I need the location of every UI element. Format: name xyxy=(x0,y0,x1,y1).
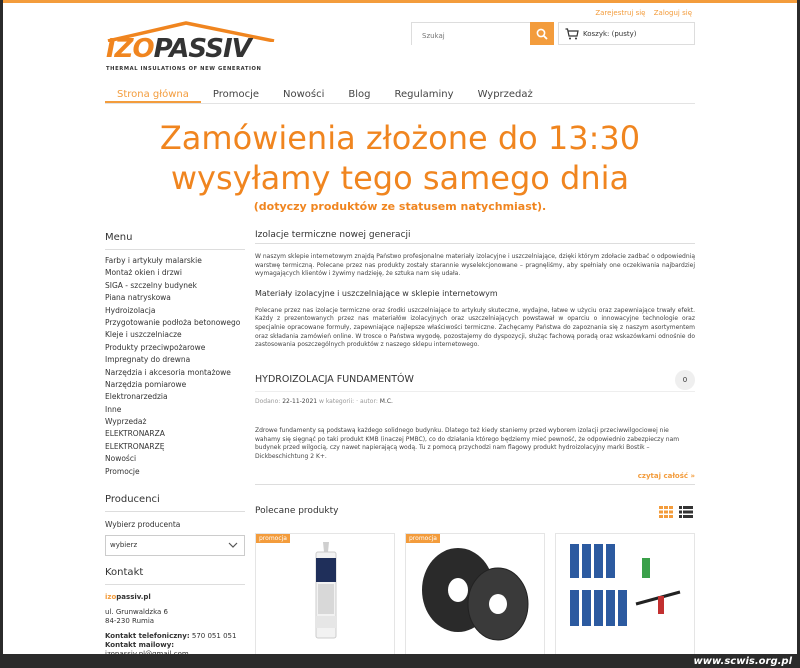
menu-item[interactable]: Wyprzedaż xyxy=(105,417,147,427)
menu-item[interactable]: SIGA - szczelny budynek xyxy=(105,280,197,290)
menu-item[interactable]: Kleje i uszczelniacze xyxy=(105,330,182,340)
producers-heading: Producenci xyxy=(105,494,245,512)
contact-phone: Kontakt telefoniczny: 570 051 051 xyxy=(105,632,237,640)
menu-item[interactable]: Promocje xyxy=(105,466,140,476)
menu-item[interactable]: Produkty przeciwpożarowe xyxy=(105,342,206,352)
sidebar-menu xyxy=(105,232,245,478)
menu-item[interactable]: Piana natryskowa xyxy=(105,293,171,303)
nav-blog[interactable]: Blog xyxy=(348,89,371,100)
menu-item[interactable]: Narzędzia i akcesoria montażowe xyxy=(105,367,231,377)
blog-post xyxy=(255,370,695,480)
producers-section xyxy=(105,494,245,556)
main-content xyxy=(255,230,695,350)
shipping-banner xyxy=(105,118,695,216)
menu-item[interactable]: Narzędzia pomiarowe xyxy=(105,379,187,389)
promo-badge: promocja xyxy=(406,534,440,543)
contact-section xyxy=(105,567,245,659)
menu-item[interactable]: Hydroizolacja xyxy=(105,305,156,315)
chevron-down-icon xyxy=(228,541,238,549)
post-divider xyxy=(255,484,695,485)
menu-item[interactable]: Nowości xyxy=(105,454,137,464)
frame-bottom xyxy=(0,654,800,668)
logo-tagline: THERMAL INSULATIONS OF NEW GENERATION xyxy=(106,66,262,72)
list-view-icon[interactable] xyxy=(679,506,693,518)
cart-icon xyxy=(565,28,579,40)
cart-label: Koszyk: (pusty) xyxy=(583,29,637,38)
frame-left xyxy=(0,0,3,668)
search-input[interactable] xyxy=(412,26,531,47)
main-paragraph-1: W naszym sklepie internetowym znajdą Państwo profesjonalne materiały izolacyjne i uszczelniające, dzięki którym zdołacie zadbać o odpowiednią warstwę termiczną. Polecane przez nas produkty zostały starannie wyselekcjonowane – pragnęliśmy, aby spełniały one oczekiwania najbardziej wymagających klientów i żywimy nadzieję, że sztuka nam się udała. xyxy=(255,253,695,278)
read-more-link[interactable]: czytaj całość » xyxy=(637,472,695,480)
product-card-tape[interactable] xyxy=(405,533,545,657)
post-excerpt: Zdrowe fundamenty są podstawą każdego solidnego budynku. Dlatego też kiedy staniemy przed wyborem izolacji przeciwwilgociowej nie wahamy się sięgnąć po taki produkt KMB (inaczej PMBC), co do działania którego będziemy mieć pewność, że odpowiednio zabezpieczy nam budynek przed wilgocią, czy nawet napierającą wodą. Tu z pomocą przychodzi nam flagowy produkt hydroizolacyjny marki Bostik – Dickbeschichtung 2 K+. xyxy=(255,427,680,460)
post-title[interactable]: HYDROIZOLACJA FUNDAMENTÓW xyxy=(255,370,695,392)
top-accent-bar xyxy=(0,0,800,3)
account-links xyxy=(589,9,692,17)
main-paragraph-2: Polecane przez nas izolacje termiczne oraz środki uszczelniające to artykuły skuteczne, wydajne, łatwe w użyciu oraz zapewniające trwały efekt. Każdy z prezentowanych przez nas materiałów izolacyjnych oraz uszczelniających powstawał w oparciu o innowacyjne technologie oraz specjalnie opracowane formuły, zapewniające najlepsze właściwości termiczne. Zachęcamy Państwa do zapoznania się z naszym asortymentem oraz składania zamówień online. W trosce o Państwa wygodę, pozostajemy do dyspozycji, służąc fachową poradą oraz wskazówkami odnośnie do zastosowania poszczególnych produktów z naszego sklepu internetowego. xyxy=(255,306,695,349)
contact-heading: Kontakt xyxy=(105,567,245,585)
producers-label: Wybierz producenta xyxy=(105,520,181,529)
menu-item[interactable]: Montaż okien i drzwi xyxy=(105,268,182,278)
nav-promotions[interactable]: Promocje xyxy=(212,89,260,100)
main-heading: Izolacje termiczne nowej generacji xyxy=(255,230,695,244)
contact-brand: izopassiv.pl xyxy=(105,593,151,601)
menu-item[interactable]: Inne xyxy=(105,404,122,414)
login-link[interactable]: Zaloguj się xyxy=(653,9,692,17)
menu-item[interactable]: Farby i artykuły malarskie xyxy=(105,256,202,265)
search-icon xyxy=(536,28,548,40)
menu-item[interactable]: ELEKTRONARZA xyxy=(105,429,165,439)
nav-terms[interactable]: Regulaminy xyxy=(394,89,454,100)
product-card-foam-set[interactable] xyxy=(555,533,695,657)
menu-heading: Menu xyxy=(105,232,245,250)
product-card-sealant[interactable] xyxy=(255,533,395,657)
menu-item[interactable]: Przygotowanie podłoża betonowego xyxy=(105,317,241,327)
comment-count-badge: 0 xyxy=(675,370,695,390)
nav-sale[interactable]: Wyprzedaż xyxy=(477,89,533,100)
contact-mail: Kontakt mailowy: xyxy=(105,641,175,649)
banner-line-2: wysyłamy tego samego dnia xyxy=(170,159,630,197)
menu-item[interactable]: Impregnaty do drewna xyxy=(105,355,191,365)
producer-select-value: wybierz xyxy=(110,541,138,549)
product-image-sealant-tube xyxy=(256,534,396,658)
recommended-title: Polecane produkty xyxy=(255,506,339,516)
recommended-header xyxy=(255,506,695,520)
main-subheading: Materiały izolacyjne i uszczelniające w sklepie internetowym xyxy=(255,288,498,298)
search-box xyxy=(411,22,554,45)
product-image-tape-rolls xyxy=(406,534,546,658)
nav-home[interactable]: Strona główna xyxy=(105,86,201,103)
cart-button[interactable] xyxy=(558,22,695,45)
search-button[interactable] xyxy=(530,22,554,45)
nav-new[interactable]: Nowości xyxy=(283,89,325,100)
logo[interactable] xyxy=(106,20,276,80)
banner-line-3: (dotyczy produktów ze statusem natychmiast). xyxy=(253,200,547,213)
menu-item[interactable]: Elektronarzedzia xyxy=(105,392,168,402)
contact-address-1: ul. Grunwaldzka 6 xyxy=(105,608,168,616)
product-image-foam-cans xyxy=(556,534,696,658)
post-meta: Dodano: 22-11-2021 w kategorii: · autor: M.C. xyxy=(255,398,393,405)
grid-view-icon[interactable] xyxy=(659,506,673,518)
main-nav xyxy=(105,86,695,104)
product-grid xyxy=(255,533,695,657)
contact-address-2: 84-230 Rumia xyxy=(105,617,155,625)
logo-wordmark: IZOPASSIV xyxy=(106,34,251,64)
watermark: www.scwis.org.pl xyxy=(693,656,792,667)
menu-item[interactable]: ELEKTRONARZĘ xyxy=(105,441,165,451)
promo-badge: promocja xyxy=(256,534,290,543)
producer-select[interactable] xyxy=(105,535,245,556)
register-link[interactable]: Zarejestruj się xyxy=(595,9,646,17)
banner-line-1: Zamówienia złożone do 13:30 xyxy=(159,119,641,157)
